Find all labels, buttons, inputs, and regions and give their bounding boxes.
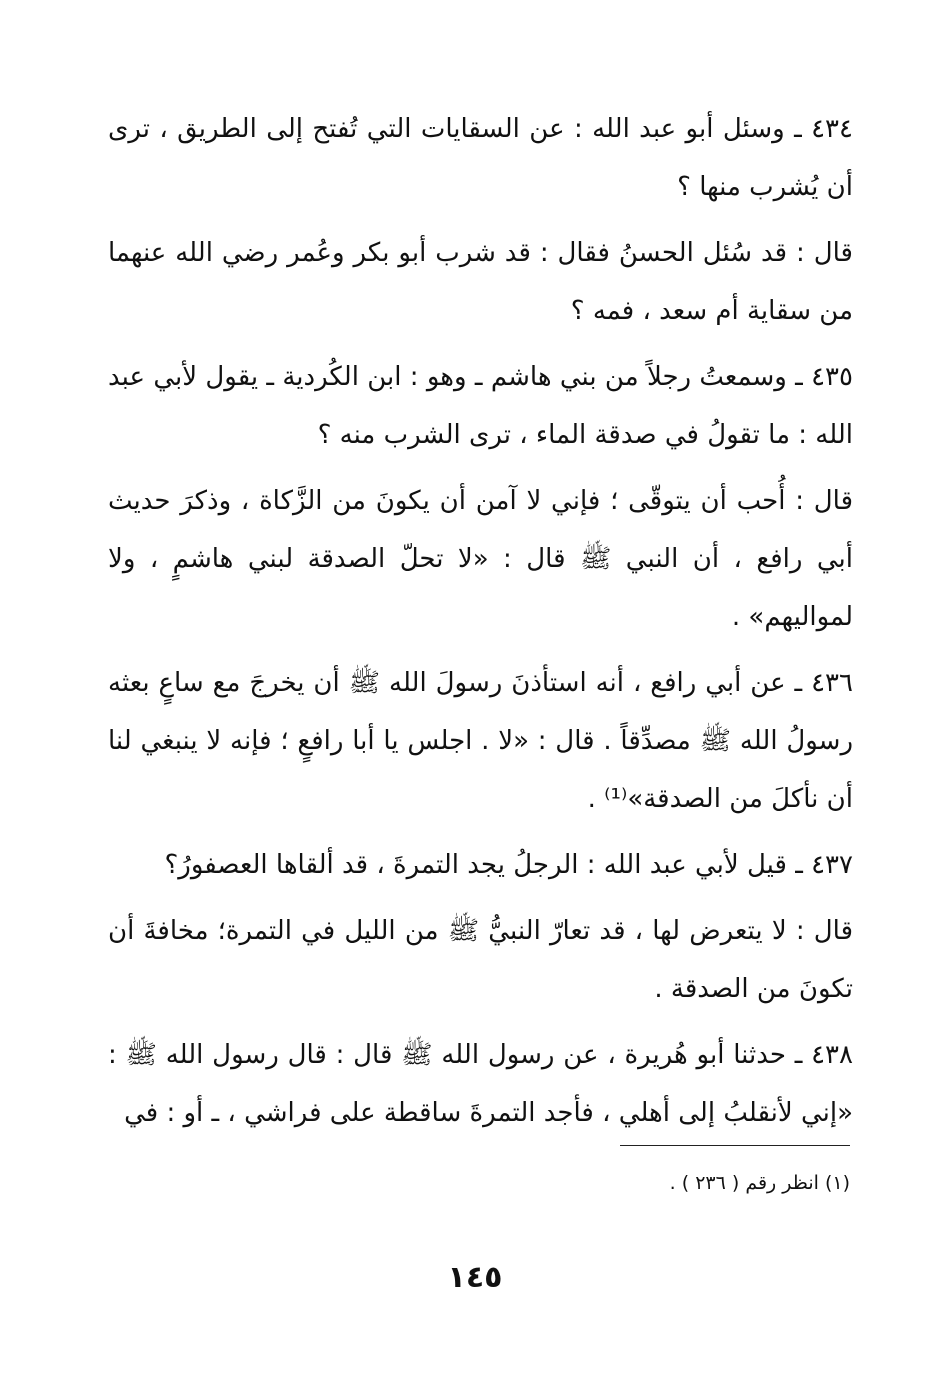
footnote-divider [620,1145,850,1146]
paragraph-435-answer: قال : أُحب أن يتوقّى ؛ فإني لا آمن أن يكونَ من الزَّكاة ، وذكرَ حديث أبي رافع ، أن النبي ﷺ قال : «لا تحلّ الصدقة لبني هاشمٍ ، ولا لمواليهم» . [108,486,853,632]
paragraph-437-answer: قال : لا يتعرض لها ، قد تعارّ النبيُّ ﷺ من الليل في التمرة؛ مخافةَ أن تكونَ من الصدقة . [108,916,853,1004]
paragraph-436: ٤٣٦ ـ عن أبي رافع ، أنه استأذنَ رسولَ الله ﷺ أن يخرجَ مع ساعٍ بعثه رسولُ الله ﷺ مصدِّقاً . قال : «لا . اجلس يا أبا رافعٍ ؛ فإنه لا ينبغي لنا أن نأكلَ من الصدقة»⁽¹⁾ . [108,668,853,814]
footnote: (١) انظر رقم ( ٢٣٦ ) . [669,1172,850,1194]
paragraph-434-answer: قال : قد سُئل الحسنُ فقال : قد شرب أبو بكر وعُمر رضي الله عنهما من سقاية أم سعد ، فمه ؟ [108,238,853,326]
paragraph-435: ٤٣٥ ـ وسمعتُ رجلاً من بني هاشم ـ وهو : ابن الكُردية ـ يقول لأبي عبد الله : ما تقولُ في صدقة الماء ، ترى الشرب منه ؟ [108,362,853,450]
page-number: ١٤٥ [447,1260,503,1295]
main-text [108,100,853,1150]
paragraph-438: ٤٣٨ ـ حدثنا أبو هُريرة ، عن رسول الله ﷺ قال : قال رسول الله ﷺ : «إني لأنقلبُ إلى أهلي ، فأجد التمرةَ ساقطة على فراشي ، ـ أو : في [108,1040,853,1128]
paragraph-434: ٤٣٤ ـ وسئل أبو عبد الله : عن السقايات التي تُفتح إلى الطريق ، ترى أن يُشرب منها ؟ [108,114,853,202]
paragraph-437: ٤٣٧ ـ قيل لأبي عبد الله : الرجلُ يجد التمرةَ ، قد ألقاها العصفورُ؟ [164,850,853,880]
